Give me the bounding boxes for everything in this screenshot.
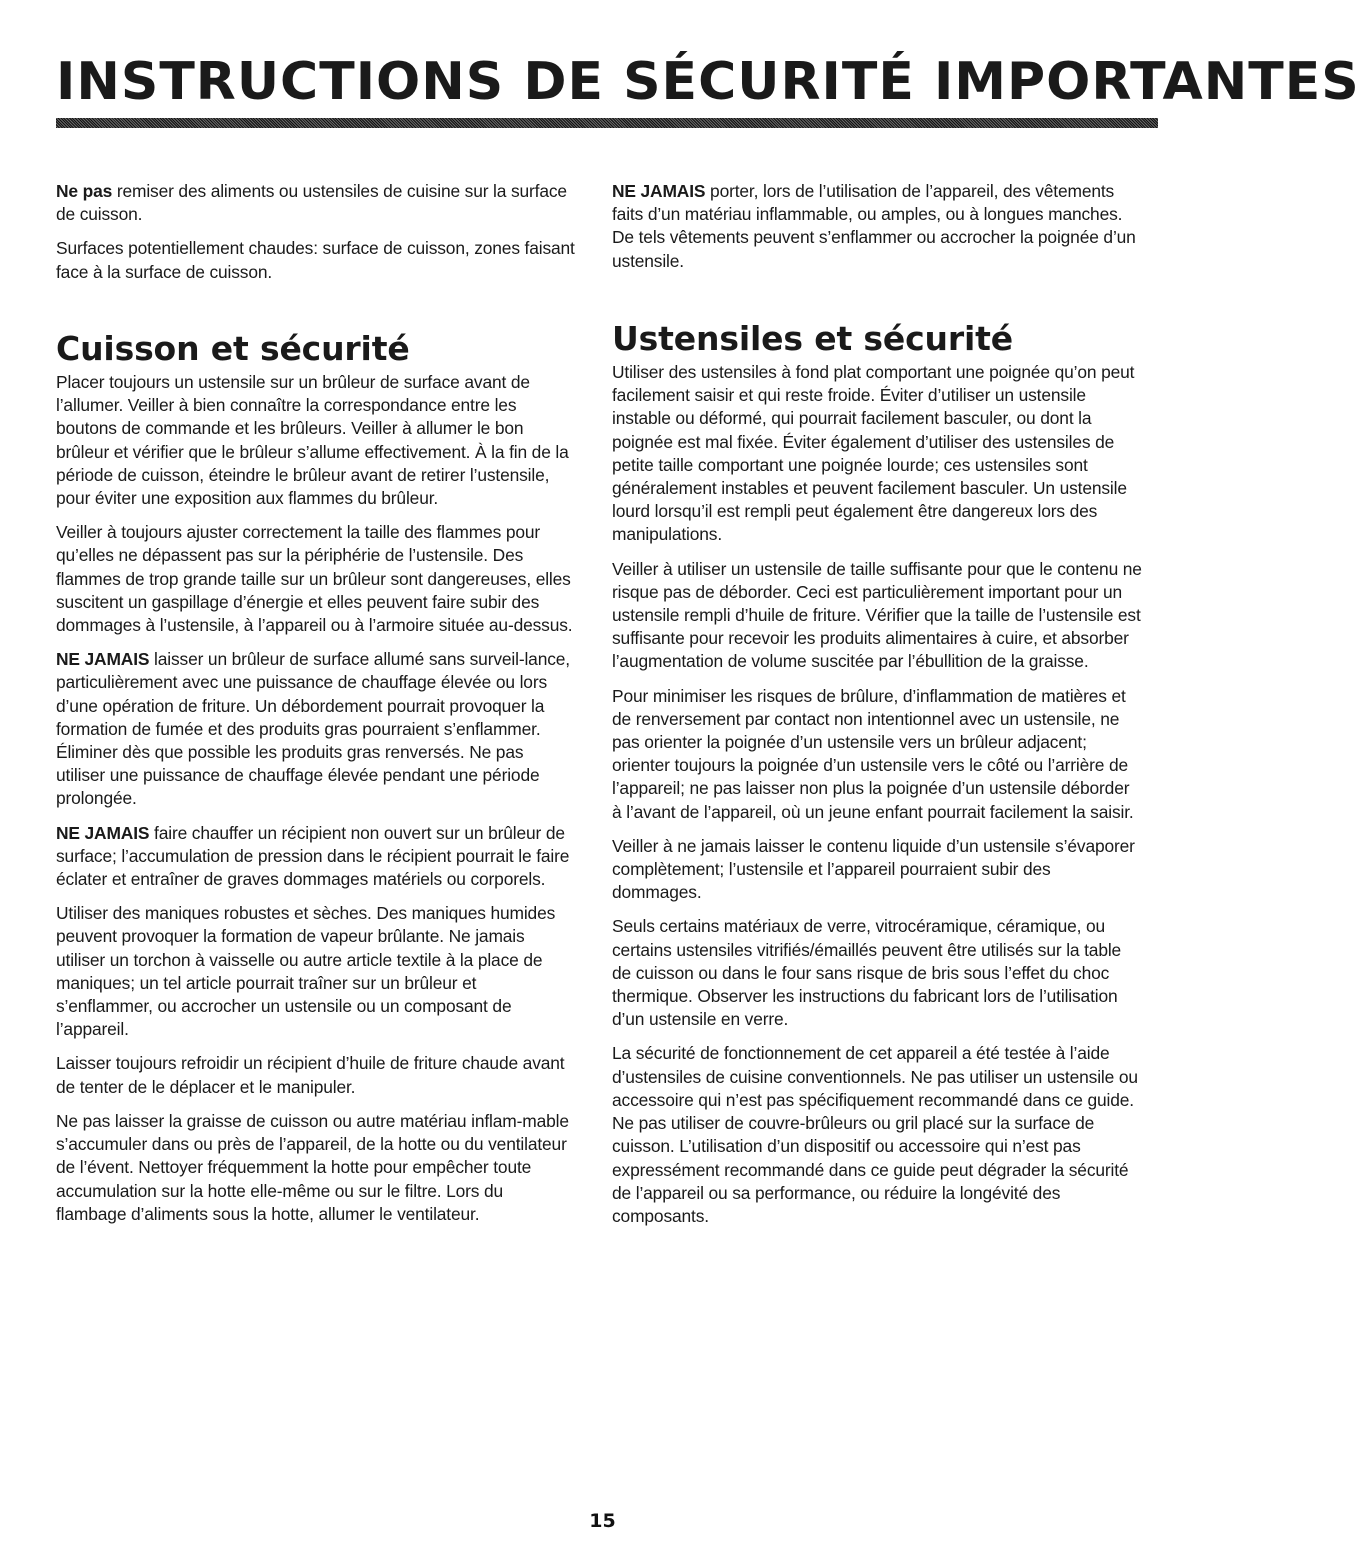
section-heading: Ustensiles et sécurité (612, 319, 1014, 358)
section-heading: Cuisson et sécurité (56, 329, 410, 368)
section-cuisson (56, 330, 576, 1237)
paragraph (612, 180, 1142, 273)
paragraph-text: faire chauffer un récipient non ouvert sur un brûleur de surface; l’accumulation de pression dans le récipient pourrait le faire éclater et entraîner de graves dommages matériels ou corporels. (56, 822, 570, 890)
section-ustensiles (612, 320, 1142, 1239)
paragraph (56, 648, 576, 810)
paragraph-text: laisser un brûleur de surface allumé sans surveil-lance, particulièrement avec une puissance de chauffage élevée ou lors d’une opération de friture. Un débordement pourrait provoquer la formation de fumée et des produits gras pourraient s’enflammer. Éliminer dès que possible les produits gras renversés. Ne pas utiliser une puissance de chauffage élevée pendant une période prolongée. (56, 649, 570, 809)
page-number-container (0, 1510, 1205, 1532)
paragraph (56, 371, 576, 510)
paragraph-text: La sécurité de fonctionnement de cet appareil a été testée à l’aide d’ustensiles de cuisine conventionnels. Ne pas utiliser un ustensile ou accessoire qui n’est pas spécifiquement recommandé dans ce guide. Ne pas utiliser de couvre-brûleurs ou gril placé sur la surface de cuisson. L’utilisation d’un dispositif ou accessoire qui n’est pas expressément recommandé dans ce guide peut dégrader la sécurité de l’appareil ou sa performance, ou réduire la longévité des composants. (612, 1043, 1138, 1226)
paragraph (612, 685, 1142, 824)
paragraph-text: Veiller à ne jamais laisser le contenu liquide d’un ustensile s’évaporer complètement; l’ustensile et l’appareil pourraient subir des dommages. (612, 835, 1135, 903)
paragraph-lead: NE JAMAIS (612, 181, 706, 201)
paragraph (612, 1042, 1142, 1228)
paragraph (56, 1052, 576, 1098)
paragraph-lead: Ne pas (56, 181, 113, 201)
paragraph-text: Pour minimiser les risques de brûlure, d’inflammation de matières et de renversement par contact non intentionnel avec un ustensile, ne pas orienter la poignée d’un ustensile vers un brûleur adjacent; orienter toujours la poignée d’un ustensile vers le côté ou l’arrière de l’appareil; ne pas laisser non plus la poignée d’un ustensile déborder à l’avant de l’appareil, où un jeune enfant pourrait facilement la saisir. (612, 685, 1134, 822)
paragraph (612, 835, 1142, 905)
paragraph (56, 1110, 576, 1226)
left-intro (56, 180, 576, 295)
paragraph (612, 558, 1142, 674)
paragraph (56, 902, 576, 1041)
paragraph-text: Utiliser des ustensiles à fond plat comportant une poignée qu’on peut facilement saisir et qui reste froide. Éviter d’utiliser un ustensile instable ou déformé, qui pourrait facilement basculer, ou dont la poignée est mal fixée. Éviter également d’utiliser des ustensiles de petite taille comportant une poignée lourde; ces ustensiles sont généralement instables et peuvent facilement basculer. Un ustensile lourd lorsqu’il est rempli peut également être dangereux lors des manipulations. (612, 362, 1135, 545)
right-intro (612, 180, 1142, 284)
paragraph (56, 180, 576, 226)
paragraph-text: Seuls certains matériaux de verre, vitrocéramique, céramique, ou certains ustensiles vitrifiés/émaillés peuvent être utilisés sur la table de cuisson ou dans le four sans risque de bris sous l’effet du choc thermique. Observer les instructions du fabricant lors de l’utilisation d’un ustensile en verre. (612, 916, 1122, 1030)
paragraph-text: Ne pas laisser la graisse de cuisson ou autre matériau inflam-mable s’accumuler dans ou près de l’appareil, de la hotte ou du ventilateur de l’évent. Nettoyer fréquemment la hotte pour empêcher toute accumulation sur la hotte elle-même ou sur le filtre. Lors du flambage d’aliments sous la hotte, allumer le ventilateur. (56, 1110, 569, 1224)
paragraph-lead: NE JAMAIS (56, 649, 150, 670)
paragraph-text: Surfaces potentiellement chaudes: surface de cuisson, zones faisant face à la surface de cuisson. (56, 238, 575, 282)
paragraph (56, 822, 576, 892)
page-title: INSTRUCTIONS DE SÉCURITÉ IMPORTANTES (56, 52, 1360, 112)
paragraph (612, 915, 1142, 1031)
paragraph-text: Laisser toujours refroidir un récipient d’huile de friture chaude avant de tenter de le déplacer et le manipuler. (56, 1053, 565, 1097)
paragraph-text: remiser des aliments ou ustensiles de cuisine sur la surface de cuisson. (56, 181, 567, 225)
title-underline (56, 118, 1158, 128)
page-number: 15 (589, 1510, 616, 1532)
paragraph (612, 361, 1142, 547)
paragraph (56, 237, 576, 283)
paragraph (56, 521, 576, 637)
paragraph-lead: NE JAMAIS (56, 822, 150, 843)
paragraph-text: Veiller à toujours ajuster correctement la taille des flammes pour qu’elles ne dépassent pas sur la périphérie de l’ustensile. Des flammes de trop grande taille sur un brûleur sont dangereuses, elles suscitent un gaspillage d’énergie et elles peuvent faire subir des dommages à l’ustensile, à l’appareil ou à l’armoire située au-dessus. (56, 522, 573, 636)
paragraph-text: Veiller à utiliser un ustensile de taille suffisante pour que le contenu ne risque pas de déborder. Ceci est particulièrement important pour un ustensile rempli d’huile de friture. Vérifier que la taille de l’ustensile est suffisante pour recevoir les produits alimentaires à cuire, et absorber l’augmentation de volume suscitée par l’ébullition de la graisse. (612, 558, 1142, 672)
paragraph-text: Utiliser des maniques robustes et sèches. Des maniques humides peuvent provoquer la formation de vapeur brûlante. Ne jamais utiliser un torchon à vaisselle ou autre article textile à la place de maniques; un tel article pourrait traîner sur un brûleur et s’enflammer, ou accrocher un ustensile ou un composant de l’appareil. (56, 903, 556, 1040)
paragraph-text: Placer toujours un ustensile sur un brûleur de surface avant de l’allumer. Veiller à bien connaître la correspondance entre les boutons de commande et les brûleurs. Veiller à allumer le bon brûleur et vérifier que le brûleur s’allume effectivement. À la fin de la période de cuisson, éteindre le brûleur avant de retirer l’ustensile, pour éviter une exposition aux flammes du brûleur. (56, 372, 569, 509)
paragraph-text: porter, lors de l’utilisation de l’appareil, des vêtements faits d’un matériau inflammable, ou amples, ou à longues manches. De tels vêtements peuvent s’enflammer ou accrocher la poignée d’un ustensile. (612, 181, 1136, 271)
